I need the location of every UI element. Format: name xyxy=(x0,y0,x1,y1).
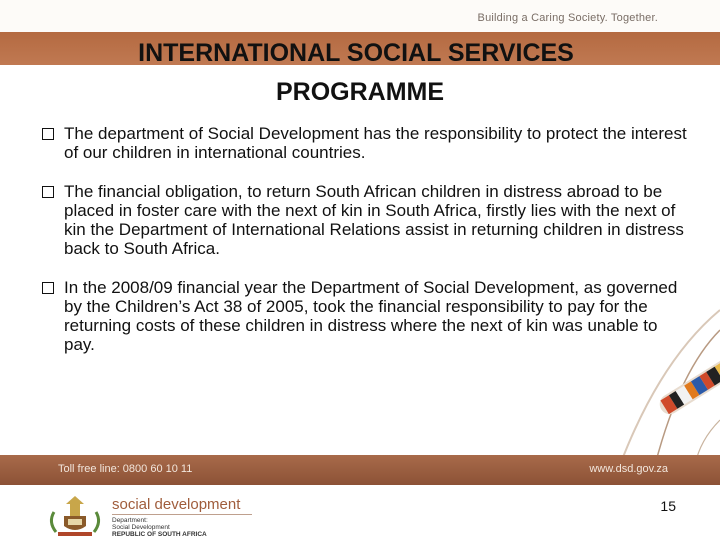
beaded-decoration xyxy=(600,300,720,465)
country-name: REPUBLIC OF SOUTH AFRICA xyxy=(112,531,207,538)
department-name: social development xyxy=(112,496,241,513)
bullet-text: The financial obligation, to return South African children in distress abroad to be placed in foster care with the next of kin in South Africa, firstly lies with the next of kin the Department of International Relations assist in returning children in distress back to South Africa. xyxy=(64,182,684,258)
title-line-2: PROGRAMME xyxy=(275,78,445,106)
bullet-list xyxy=(40,124,690,374)
slide-title xyxy=(0,34,720,112)
bullet-text: The department of Social Development has the responsibility to protect the interest of our children in international countries. xyxy=(64,124,687,162)
bullet-item xyxy=(40,124,690,162)
checkbox-bullet-icon xyxy=(42,282,54,294)
bullet-item xyxy=(40,278,690,354)
title-line-1: INTERNATIONAL SOCIAL SERVICES xyxy=(138,39,574,67)
department-divider xyxy=(112,514,252,515)
department-label: Department: xyxy=(112,517,148,524)
tagline: Building a Caring Society. Together. xyxy=(477,12,658,24)
toll-free-line: Toll free line: 0800 60 10 11 xyxy=(58,463,193,475)
department-subtitle xyxy=(112,517,207,538)
coat-of-arms-logo xyxy=(40,492,110,538)
checkbox-bullet-icon xyxy=(42,186,54,198)
bullet-item xyxy=(40,182,690,258)
checkbox-bullet-icon xyxy=(42,128,54,140)
website-url: www.dsd.gov.za xyxy=(589,463,668,475)
page-number: 15 xyxy=(660,498,676,514)
bullet-text: In the 2008/09 financial year the Department of Social Development, as governed by the Children’s Act 38 of 2005, took the financial responsibility to pay for the returning costs of these children in distress where the next of kin was unable to pay. xyxy=(64,278,678,354)
department-full-name: Social Development xyxy=(112,524,170,531)
